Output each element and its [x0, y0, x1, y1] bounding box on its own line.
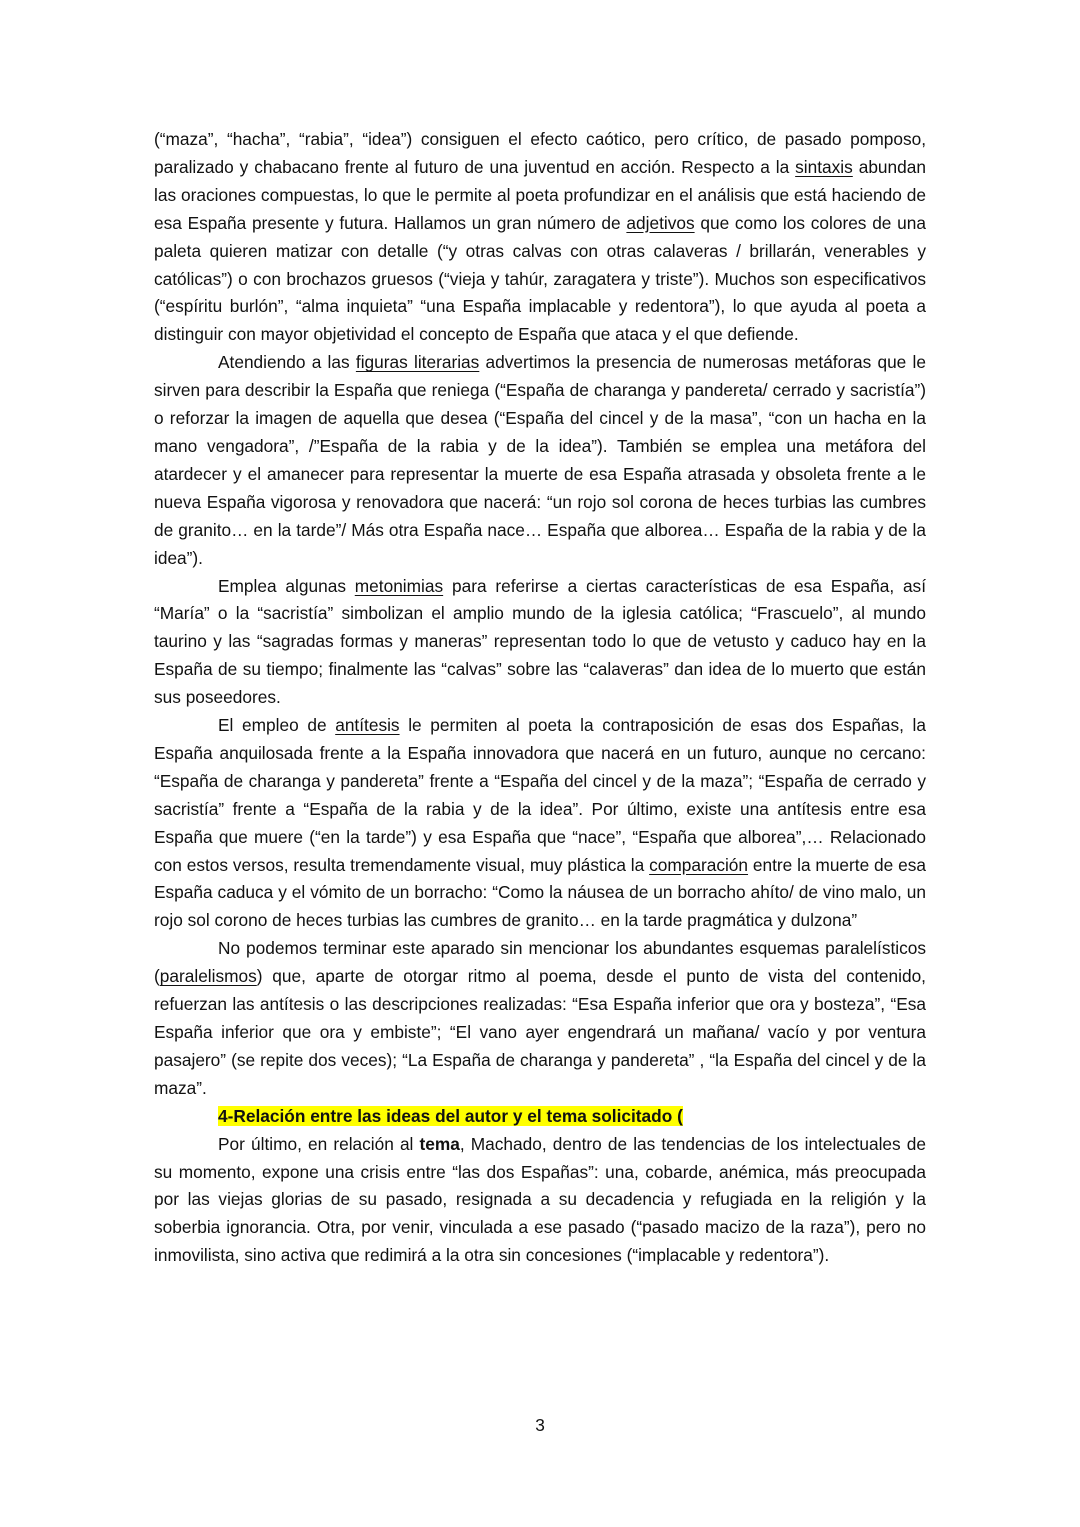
text-run: ) que, aparte de otorgar ritmo al poema, desde el punto de vista del contenido, refuerzan las antítesis o las descripciones realizadas: “Esa España inferior que ora y bosteza”, “Esa España inferior que ora y embiste”; “El vano ayer engendrará un mañana/ vacío y por ventura pasajero” (se repite dos veces); “La España de charanga y pandereta” , “la España del cincel y de la maza”.: [154, 966, 926, 1098]
paragraph: [154, 1103, 926, 1131]
underlined-term: figuras literarias: [355, 352, 480, 373]
document-body: [154, 126, 926, 1270]
underlined-term: antítesis: [335, 715, 400, 736]
underlined-term: comparación: [649, 854, 749, 875]
text-run: entre la muerte de esa España caduca y el vómito de un borracho: “Como la náusea de un borracho ahíto/ de vino malo, un rojo sol corono de heces turbias las cumbres de granito… en la tarde pragmática y dulzona”: [154, 854, 926, 931]
paragraph: [154, 935, 926, 1102]
text-run: abundan las oraciones compuestas, lo que le permite al poeta profundizar en el análisis que está haciendo de esa España presente y futura. Hallamos un gran número de: [154, 156, 926, 233]
paragraph: [154, 1131, 926, 1271]
text-run: (“maza”, “hacha”, “rabia”, “idea”) consiguen el efecto caótico, pero crítico, de pasado pomposo, paralizado y chabacano frente al futuro de una juventud en acción. Respecto a la: [154, 129, 926, 177]
underlined-term: paralelismos: [159, 966, 257, 987]
text-run: que como los colores de una paleta quieren matizar con detalle (“y otras calvas con otras calaveras / brillarán, venerables y católicas”) o con brochazos gruesos (“vieja y tahúr, zaragatera y triste”). Muchos son especificativos (“espíritu burlón”, “alma inquieta” “una España implacable y redentora”), lo que ayuda al poeta a distinguir con mayor objetividad el concepto de España que ataca y el que defiende.: [154, 212, 926, 345]
highlighted-heading: 4-Relación entre las ideas del autor y el tema solicitado (: [218, 1105, 683, 1126]
text-run: , Machado, dentro de las tendencias de los intelectuales de su momento, expone una crisis entre “las dos Españas”: una, cobarde, anémica, más preocupada por las viejas glorias de su pasado, resignada a su decadencia y refugiada en la religión y la soberbia ignorancia. Otra, por venir, vinculada a ese pasado (“pasado macizo de la raza”), pero no inmovilista, sino activa que redimirá a la otra sin concesiones (“implacable y redentora”).: [154, 1133, 926, 1266]
text-run: Atendiendo a las: [218, 352, 356, 373]
bold-term: tema: [419, 1133, 460, 1154]
underlined-term: metonimias: [354, 575, 444, 596]
text-run: Emplea algunas: [218, 575, 355, 596]
text-run: No podemos terminar este aparado sin mencionar los abundantes esquemas paralelísticos (: [154, 938, 926, 987]
text-run: advertimos la presencia de numerosas metáforas que le sirven para describir la España que reniega (“España de charanga y pandereta/ cerrado y sacristía”) o reforzar la imagen de aquella que desea (“España del cincel y de la masa”, “con un hacha en la mano vengadora”, /”España de la rabia y de la idea”). También se emplea una metáfora del atardecer y el amanecer para representar la muerte de esa España atrasada y obsoleta frente a le nueva España vigorosa y renovadora que nacerá: “un rojo sol corona de heces turbias las cumbres de granito… en la tarde”/ Más otra España nace… España que alborea… España de la rabia y de la idea”).: [154, 352, 926, 568]
paragraph: [154, 573, 926, 713]
text-run: Por último, en relación al: [218, 1133, 420, 1154]
paragraph: [154, 126, 926, 349]
paragraph: [154, 349, 926, 572]
underlined-term: adjetivos: [626, 212, 695, 233]
text-run: le permiten al poeta la contraposición de esas dos Españas, la España anquilosada frente a la España innovadora que nacerá en un futuro, aunque no cercano: “España de charanga y pandereta” frente a “España del cincel y de la maza”; “España de cerrado y sacristía” frente a “España de la rabia y de la idea”. Por último, existe una antítesis entre esa España que muere (“en la tarde”) y esa España que “nace”, “España que alborea”,… Relacionado con estos versos, resulta tremendamente visual, muy plástica la: [154, 715, 927, 875]
page-number: 3: [535, 1415, 545, 1435]
text-run: para referirse a ciertas características de esa España, así “María” o la “sacristía” simbolizan el amplio mundo de la iglesia católica; “Frascuelo”, al mundo taurino y las “sagradas formas y maneras” representan todo lo que de vetusto y caduco hay en la España de su tiempo; finalmente las “calvas” sobre las “calaveras” dan idea de lo muerto que están sus poseedores.: [154, 575, 926, 708]
text-run: El empleo de: [218, 715, 336, 736]
underlined-term: sintaxis: [795, 156, 853, 177]
paragraph: [154, 712, 926, 935]
